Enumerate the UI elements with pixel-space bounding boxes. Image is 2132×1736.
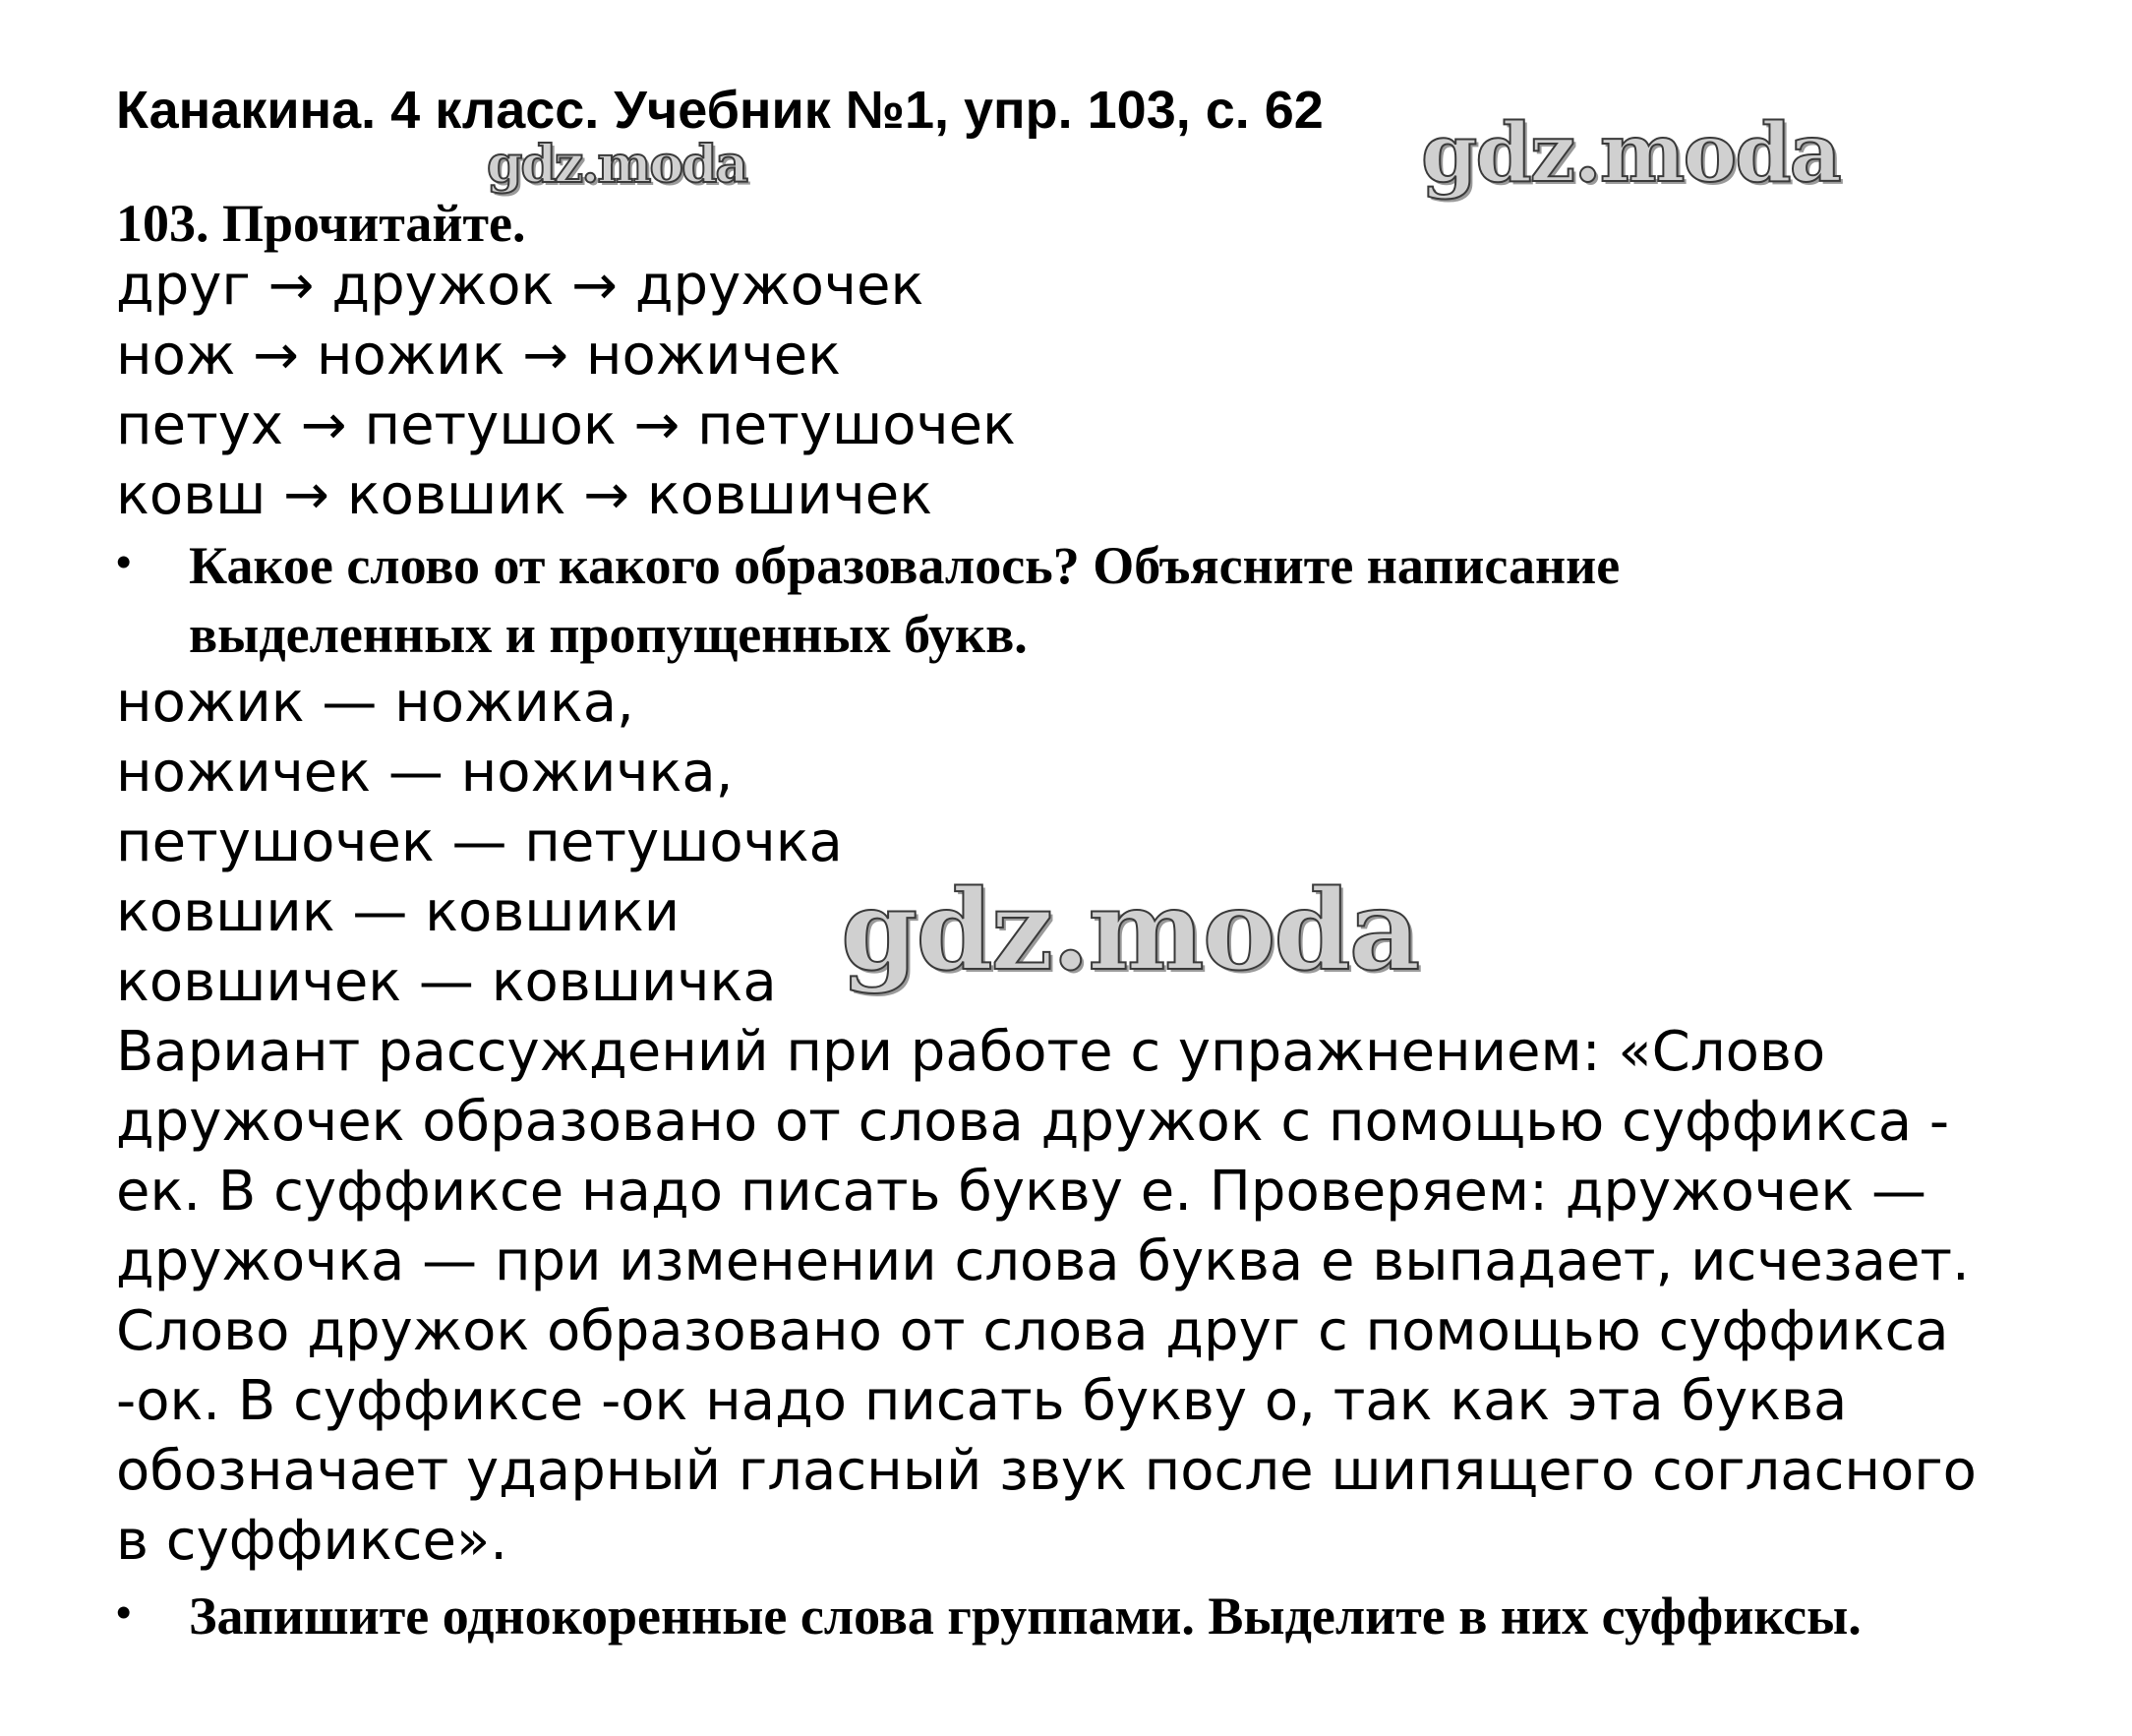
word-pair: ножичек — ножичка, <box>116 741 734 805</box>
task-instruction: Запишите однокоренные слова группами. Выделите в них суффиксы. <box>189 1586 1862 1646</box>
watermark-center: gdz.moda <box>841 867 1419 995</box>
word-pair: ковшичек — ковшичка <box>116 950 777 1014</box>
bullet-marker: • <box>116 1588 132 1637</box>
exercise-heading: 103. Прочитайте. <box>116 194 526 253</box>
question-line: выделенных и пропущенных букв. <box>189 605 1028 664</box>
question-line: Какое слово от какого образовалось? Объясните написание <box>189 536 1621 595</box>
word-pair: ковшик — ковшики <box>116 880 681 944</box>
reasoning-line: ек. В суффиксе надо писать букву е. Проверяем: дружочек — <box>116 1160 1927 1224</box>
reasoning-line: Вариант рассуждений при работе с упражнением: «Слово <box>116 1020 1826 1084</box>
chain-line: петух → петушок → петушочек <box>116 393 1016 457</box>
reasoning-line: дружочек образовано от слова дружок с помощью суффикса - <box>116 1090 1950 1154</box>
chain-line: ковш → ковшик → ковшичек <box>116 463 933 527</box>
reasoning-line: дружочка — при изменении слова буква е выпадает, исчезает. <box>116 1229 1970 1293</box>
reasoning-line: Слово дружок образовано от слова друг с помощью суффикса <box>116 1299 1949 1363</box>
chain-line: друг → дружок → дружочек <box>116 254 924 318</box>
reasoning-line: -ок. В суффиксе -ок надо писать букву о, так как эта буква <box>116 1369 1848 1433</box>
word-pair: ножик — ножика, <box>116 671 634 735</box>
page-title: Канакина. 4 класс. Учебник №1, упр. 103, с. 62 <box>116 81 1324 140</box>
reasoning-line: обозначает ударный гласный звук после шипящего согласного <box>116 1439 1977 1503</box>
watermark-top-right: gdz.moda <box>1421 106 1840 201</box>
word-pair: петушочек — петушочка <box>116 810 843 874</box>
reasoning-line: в суффиксе». <box>116 1509 508 1573</box>
bullet-marker: • <box>116 538 132 586</box>
chain-line: нож → ножик → ножичек <box>116 324 841 388</box>
watermark-top-left: gdz.moda <box>487 135 747 195</box>
